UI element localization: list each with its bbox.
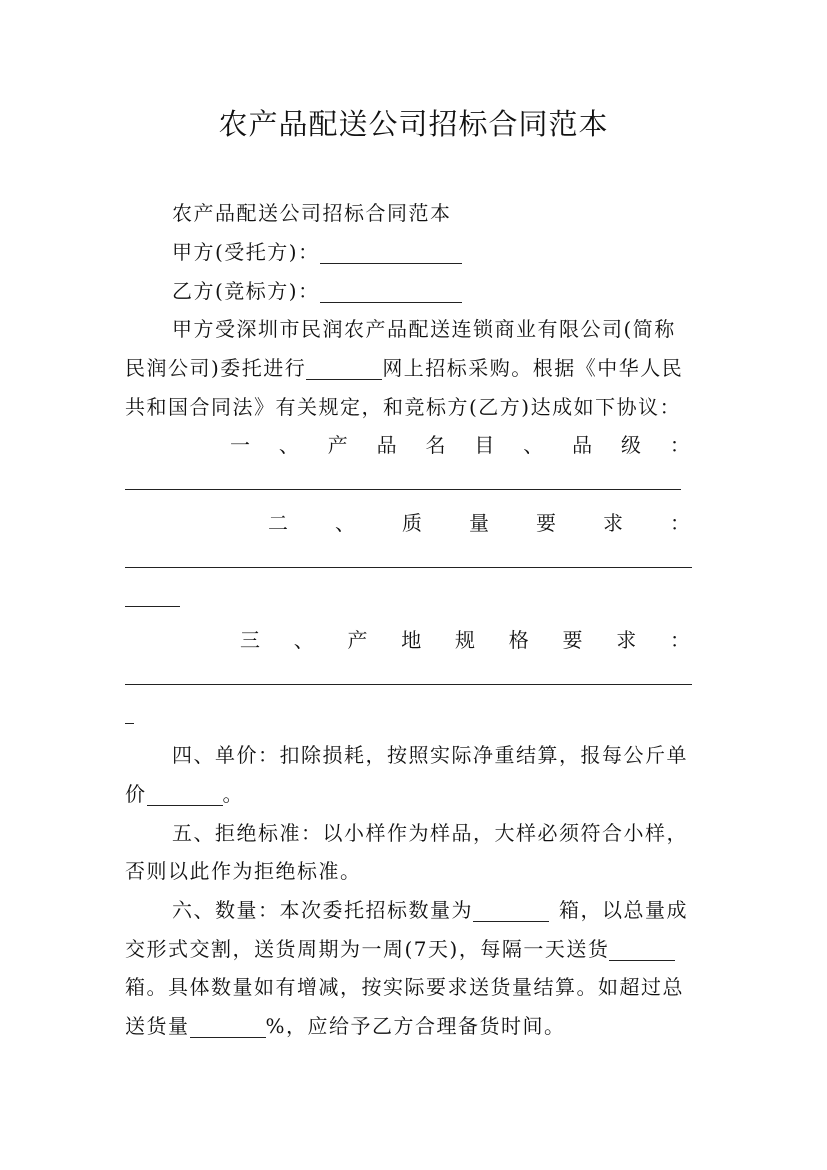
section-6-text-b: 箱，以总量成 [559, 898, 688, 922]
section-6-text-d: 送货量 [125, 1014, 190, 1038]
section-5-line-2: 否则以此作为拒绝标准。 [125, 859, 362, 883]
party-b-line [172, 279, 462, 303]
heading-char: 一 [230, 433, 250, 457]
section-3-blank[interactable] [125, 684, 692, 685]
section-6-text-a: 六、数量：本次委托招标数量为 [172, 898, 473, 922]
heading-char: 要 [562, 628, 583, 652]
party-b-label: 乙方(竞标方)： [172, 279, 320, 303]
quantity-blank[interactable] [473, 901, 549, 922]
section-3-heading [240, 628, 690, 652]
section-2-blank[interactable] [125, 567, 692, 568]
section-3-blank-cont[interactable] [125, 723, 134, 724]
heading-char: 格 [508, 628, 529, 652]
section-4-text-a: 价 [125, 782, 147, 806]
section-5-line-1: 五、拒绝标准：以小样作为样品，大样必须符合小样， [172, 821, 688, 845]
intro-text-b: 网上招标采购。根据《中华人民 [382, 356, 684, 380]
section-6-line-3: 箱。具体数量如有增减，按实际要求送货量结算。如超过总 [125, 975, 684, 999]
party-b-blank[interactable] [320, 282, 462, 303]
heading-char: 级 [621, 433, 641, 457]
section-6-line-2 [125, 937, 675, 961]
heading-char: 地 [401, 628, 422, 652]
section-4-line-1: 四、单价：扣除损耗，按照实际净重结算，报每公斤单 [172, 743, 688, 767]
unit-price-blank[interactable] [147, 785, 223, 806]
heading-char: 要 [536, 511, 556, 535]
section-4-line-2 [125, 782, 244, 806]
heading-char: 求 [603, 511, 623, 535]
heading-char: ： [670, 628, 690, 652]
heading-char: 产 [347, 628, 368, 652]
section-6-text-c: 交形式交割，送货周期为一周(7天)，每隔一天送货 [125, 937, 610, 961]
heading-char: 量 [469, 511, 489, 535]
heading-char: 、 [335, 511, 355, 535]
project-blank[interactable] [306, 359, 382, 380]
section-1-heading [230, 433, 690, 457]
intro-line-1: 甲方受深圳市民润农产品配送连锁商业有限公司(简称 [172, 317, 676, 341]
section-2-blank-cont[interactable] [125, 606, 180, 607]
heading-char: 求 [616, 628, 637, 652]
party-a-label: 甲方(受托方)： [172, 240, 320, 264]
heading-char: 、 [278, 433, 299, 457]
heading-char: 品 [572, 433, 593, 457]
heading-char: 品 [376, 433, 397, 457]
heading-char: ： [670, 511, 690, 535]
intro-line-3: 共和国合同法》有关规定，和竞标方(乙方)达成如下协议： [125, 395, 682, 419]
section-6-text-e: %，应给予乙方合理备货时间。 [265, 1014, 566, 1038]
heading-char: 质 [402, 511, 422, 535]
heading-char: 三 [240, 628, 260, 652]
heading-char: ： [669, 433, 690, 457]
section-6-line-1 [172, 898, 688, 922]
section-4-text-b: 。 [222, 782, 244, 806]
heading-char: 目 [474, 433, 495, 457]
heading-char: 规 [455, 628, 475, 652]
delivery-blank[interactable] [609, 940, 675, 961]
intro-line-2 [125, 356, 683, 380]
subtitle-line: 农产品配送公司招标合同范本 [172, 201, 452, 225]
section-2-heading [268, 511, 690, 535]
heading-char: 产 [327, 433, 348, 457]
document-title: 农产品配送公司招标合同范本 [218, 107, 609, 141]
section-6-line-4 [125, 1014, 566, 1038]
intro-text-a: 民润公司)委托进行 [125, 356, 307, 380]
heading-char: 、 [523, 433, 544, 457]
heading-char: 二 [268, 511, 288, 535]
section-1-blank[interactable] [125, 489, 681, 490]
party-a-line [172, 240, 462, 264]
party-a-blank[interactable] [320, 243, 462, 264]
heading-char: 、 [293, 628, 314, 652]
excess-percent-blank[interactable] [190, 1017, 266, 1038]
heading-char: 名 [425, 433, 446, 457]
